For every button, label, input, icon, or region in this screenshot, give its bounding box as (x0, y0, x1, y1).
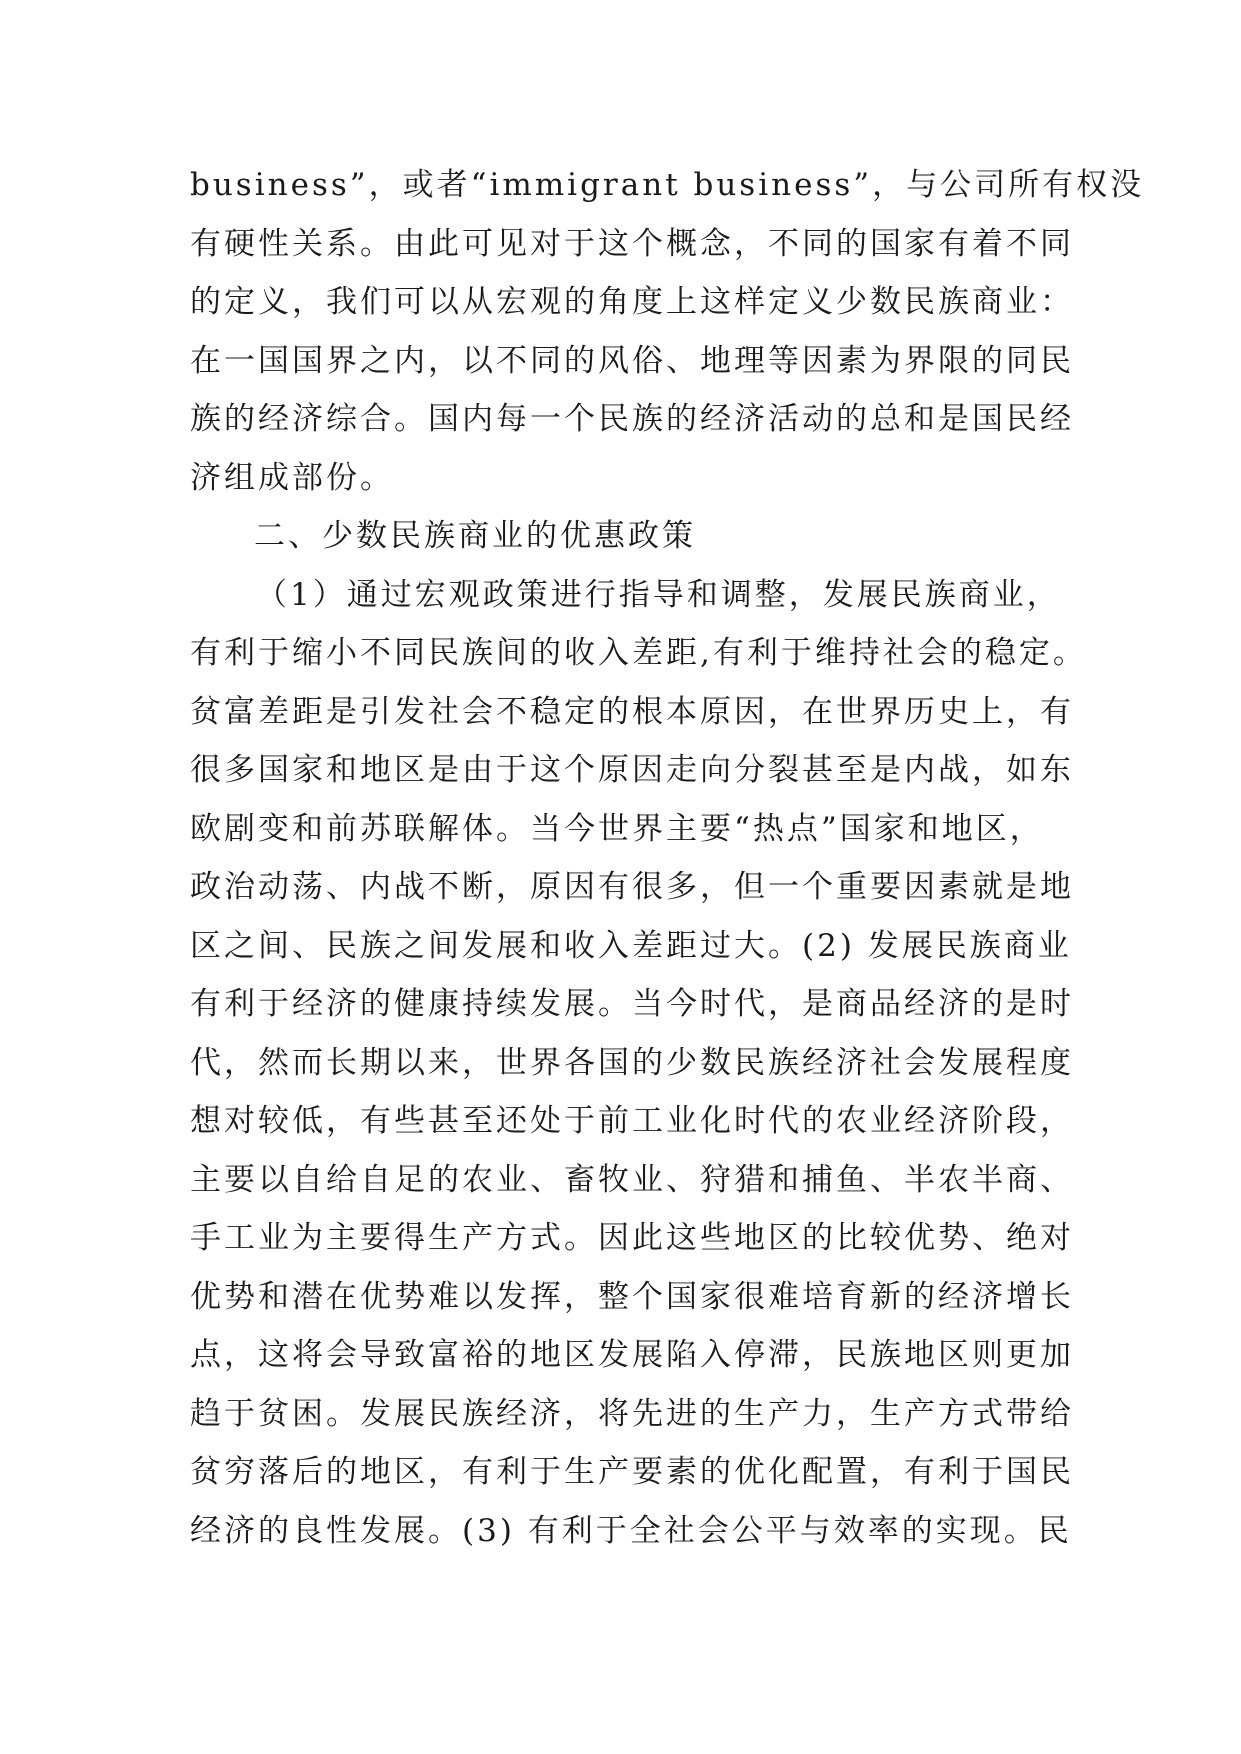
text-line: 区之间、民族之间发展和收入差距过大。(2) 发展民族商业 (190, 927, 1072, 964)
text-line: 有利于缩小不同民族间的收入差距,有利于维持社会的稳定。 (190, 635, 1087, 671)
body-text (190, 156, 1145, 1560)
text-line: 主要以自给自足的农业、畜牧业、狩猎和捕鱼、半农半商、 (190, 1161, 1074, 1198)
text-line: 济组成部份。 (190, 459, 394, 496)
text-line: 手工业为主要得生产方式。因此这些地区的比较优势、绝对 (190, 1220, 1074, 1256)
text-line: 族的经济综合。国内每一个民族的经济活动的总和是国民经 (190, 401, 1074, 437)
text-line: 趋于贫困。发展民族经济，将先进的生产力，生产方式带给 (190, 1395, 1074, 1432)
text-line: 的定义，我们可以从宏观的角度上这样定义少数民族商业： (190, 284, 1074, 320)
text-line: 有硬性关系。由此可见对于这个概念，不同的国家有着不同 (190, 225, 1074, 262)
text-line: 政治动荡、内战不断，原因有很多，但一个重要因素就是地 (190, 869, 1074, 905)
text-line: 代，然而长期以来，世界各国的少数民族经济社会发展程度 (190, 1044, 1074, 1081)
section-heading: 二、少数民族商业的优惠政策 (254, 518, 696, 554)
text-line: business”，或者“immigrant business”，与公司所有权没 (190, 167, 1145, 203)
text-line: 点，这将会导致富裕的地区发展陷入停滞，民族地区则更加 (190, 1337, 1074, 1373)
text-line: 想对较低，有些甚至还处于前工业化时代的农业经济阶段， (190, 1103, 1074, 1139)
text-line: 有利于经济的健康持续发展。当今时代，是商品经济的是时 (190, 986, 1074, 1022)
text-line: 优势和潜在优势难以发挥，整个国家很难培育新的经济增长 (190, 1278, 1074, 1315)
text-line: 在一国国界之内，以不同的风俗、地理等因素为界限的同民 (190, 342, 1074, 379)
text-line: 经济的良性发展。(3) 有利于全社会公平与效率的实现。民 (190, 1512, 1072, 1549)
text-line: （1）通过宏观政策进行指导和调整，发展民族商业， (256, 576, 1061, 613)
text-line: 贫富差距是引发社会不稳定的根本原因，在世界历史上，有 (190, 693, 1074, 730)
text-line: 很多国家和地区是由于这个原因走向分裂甚至是内战，如东 (190, 752, 1074, 788)
text-line: 贫穷落后的地区，有利于生产要素的优化配置，有利于国民 (190, 1454, 1074, 1490)
text-line: 欧剧变和前苏联解体。当今世界主要“热点”国家和地区， (190, 810, 1044, 847)
